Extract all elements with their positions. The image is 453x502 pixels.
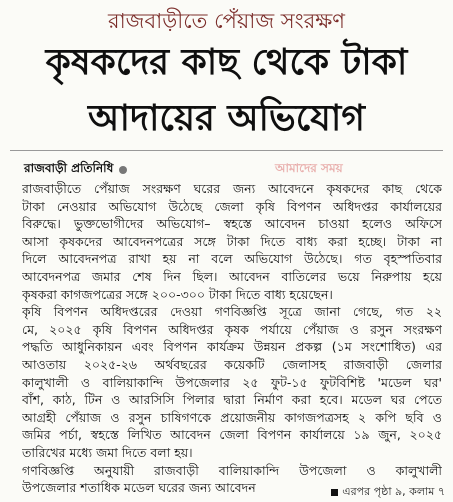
headline-line-2: আদায়ের অভিযোগ xyxy=(88,98,365,139)
body-line: তারিখের মধ্যে জমা দিতে বলা হয়। xyxy=(22,444,193,460)
body-line: উপজেলার শতাধিক মডেল ঘরের জন্য আবেদন xyxy=(22,480,256,496)
body-line: বিরুদ্ধে। ভুক্তভোগীদের অভিযোগ– স্বহস্তে আবেদন চাওয়া হলেও অফিসে xyxy=(22,216,442,232)
continued-label: এরপর পৃষ্ঠা ৯, কলাম ৭ xyxy=(342,485,445,498)
body-line: মে, ২০২৫ কৃষি বিপণন অধিদপ্তর কৃষক পর্যায়ে পেঁয়াজ ও রসুন সংরক্ষণ xyxy=(22,321,442,337)
body-line: কৃষি বিপণন অধিদপ্তরের দেওয়া গণবিজ্ঞপ্তি সূত্রে জানা গেছে, গত ২২ xyxy=(22,304,442,320)
square-bullet-icon xyxy=(331,489,338,496)
bullet-icon xyxy=(119,166,127,174)
body-line: কালুখালী ও বালিয়াকান্দি উপজেলার ২৫ ফুট-১৫ ফুটবিশিষ্ট 'মডেল ঘর' xyxy=(22,374,442,390)
kicker: রাজবাড়ীতে পেঁয়াজ সংরক্ষণ xyxy=(108,9,345,33)
body-line: রাজবাড়ীতে পেঁয়াজ সংরক্ষণ ঘরের জন্য আবেদনে কৃষকদের কাছ থেকে xyxy=(22,181,442,196)
byline: রাজবাড়ী প্রতিনিধি xyxy=(24,161,114,175)
body-line: টাকা নেওয়ার অভিযোগ উঠেছে জেলা কৃষি বিপণন অধিদপ্তর কার্যালয়ের xyxy=(22,198,442,214)
divider xyxy=(10,150,443,151)
body-line: আওতায় ২০২৫-২৬ অর্থবছরের কয়েকটি জেলাসহ রাজবাড়ী জেলার xyxy=(22,356,442,372)
body-line: দিলে আবেদনপত্র রাখা হয় না বলে অভিযোগ উঠেছে। গত বৃহস্পতিবার xyxy=(22,251,442,267)
body-line: আবেদনপত্র জমার শেষ দিন ছিল। আবেদন বাতিলের ভয়ে নিরুপায় হয়ে xyxy=(22,268,442,284)
body-line: জমির পর্চা, স্বহস্তে লিখিত আবেদন জেলা বিপণন কার্যালয়ে ১৯ জুন, ২০২৫ xyxy=(22,427,442,443)
body-line: গণবিজ্ঞপ্তি অনুযায়ী রাজবাড়ী বালিয়াকান্দি উপজেলা ও কালুখালী xyxy=(22,462,442,478)
body-line: পদ্ধতি আধুনিকায়ন এবং বিপণন কার্যক্রম উন্নয়ন প্রকল্প (১ম সংশোধিত) এর xyxy=(22,339,442,355)
body-line: বাঁশ, কাঠ, টিন ও আরসিসি পিলার দ্বারা নির্মাণ করা হবে। মডেল ঘর পেতে xyxy=(22,392,442,408)
continued-note xyxy=(331,483,445,502)
body-line: আগ্রহী পেঁয়াজ ও রসুন চাষিগণকে প্রয়োজনীয় কাগজপত্রসহ ২ কপি ছবি ও xyxy=(22,409,442,425)
watermark: আমাদের সময় xyxy=(275,161,343,175)
headline-line-1: কৃষকদের কাছ থেকে টাকা xyxy=(45,42,408,83)
body-line: কৃষকরা কাগজপত্রের সঙ্গে ২০০-৩০০ টাকা দিতে বাধ্য হয়েছেন। xyxy=(22,286,333,302)
article-body xyxy=(22,180,442,497)
body-line: আসা কৃষকদের আবেদনপত্রের সঙ্গে টাকা দিতে বাধ্য করা হচ্ছে। টাকা না xyxy=(22,233,442,249)
byline-row xyxy=(24,160,127,180)
